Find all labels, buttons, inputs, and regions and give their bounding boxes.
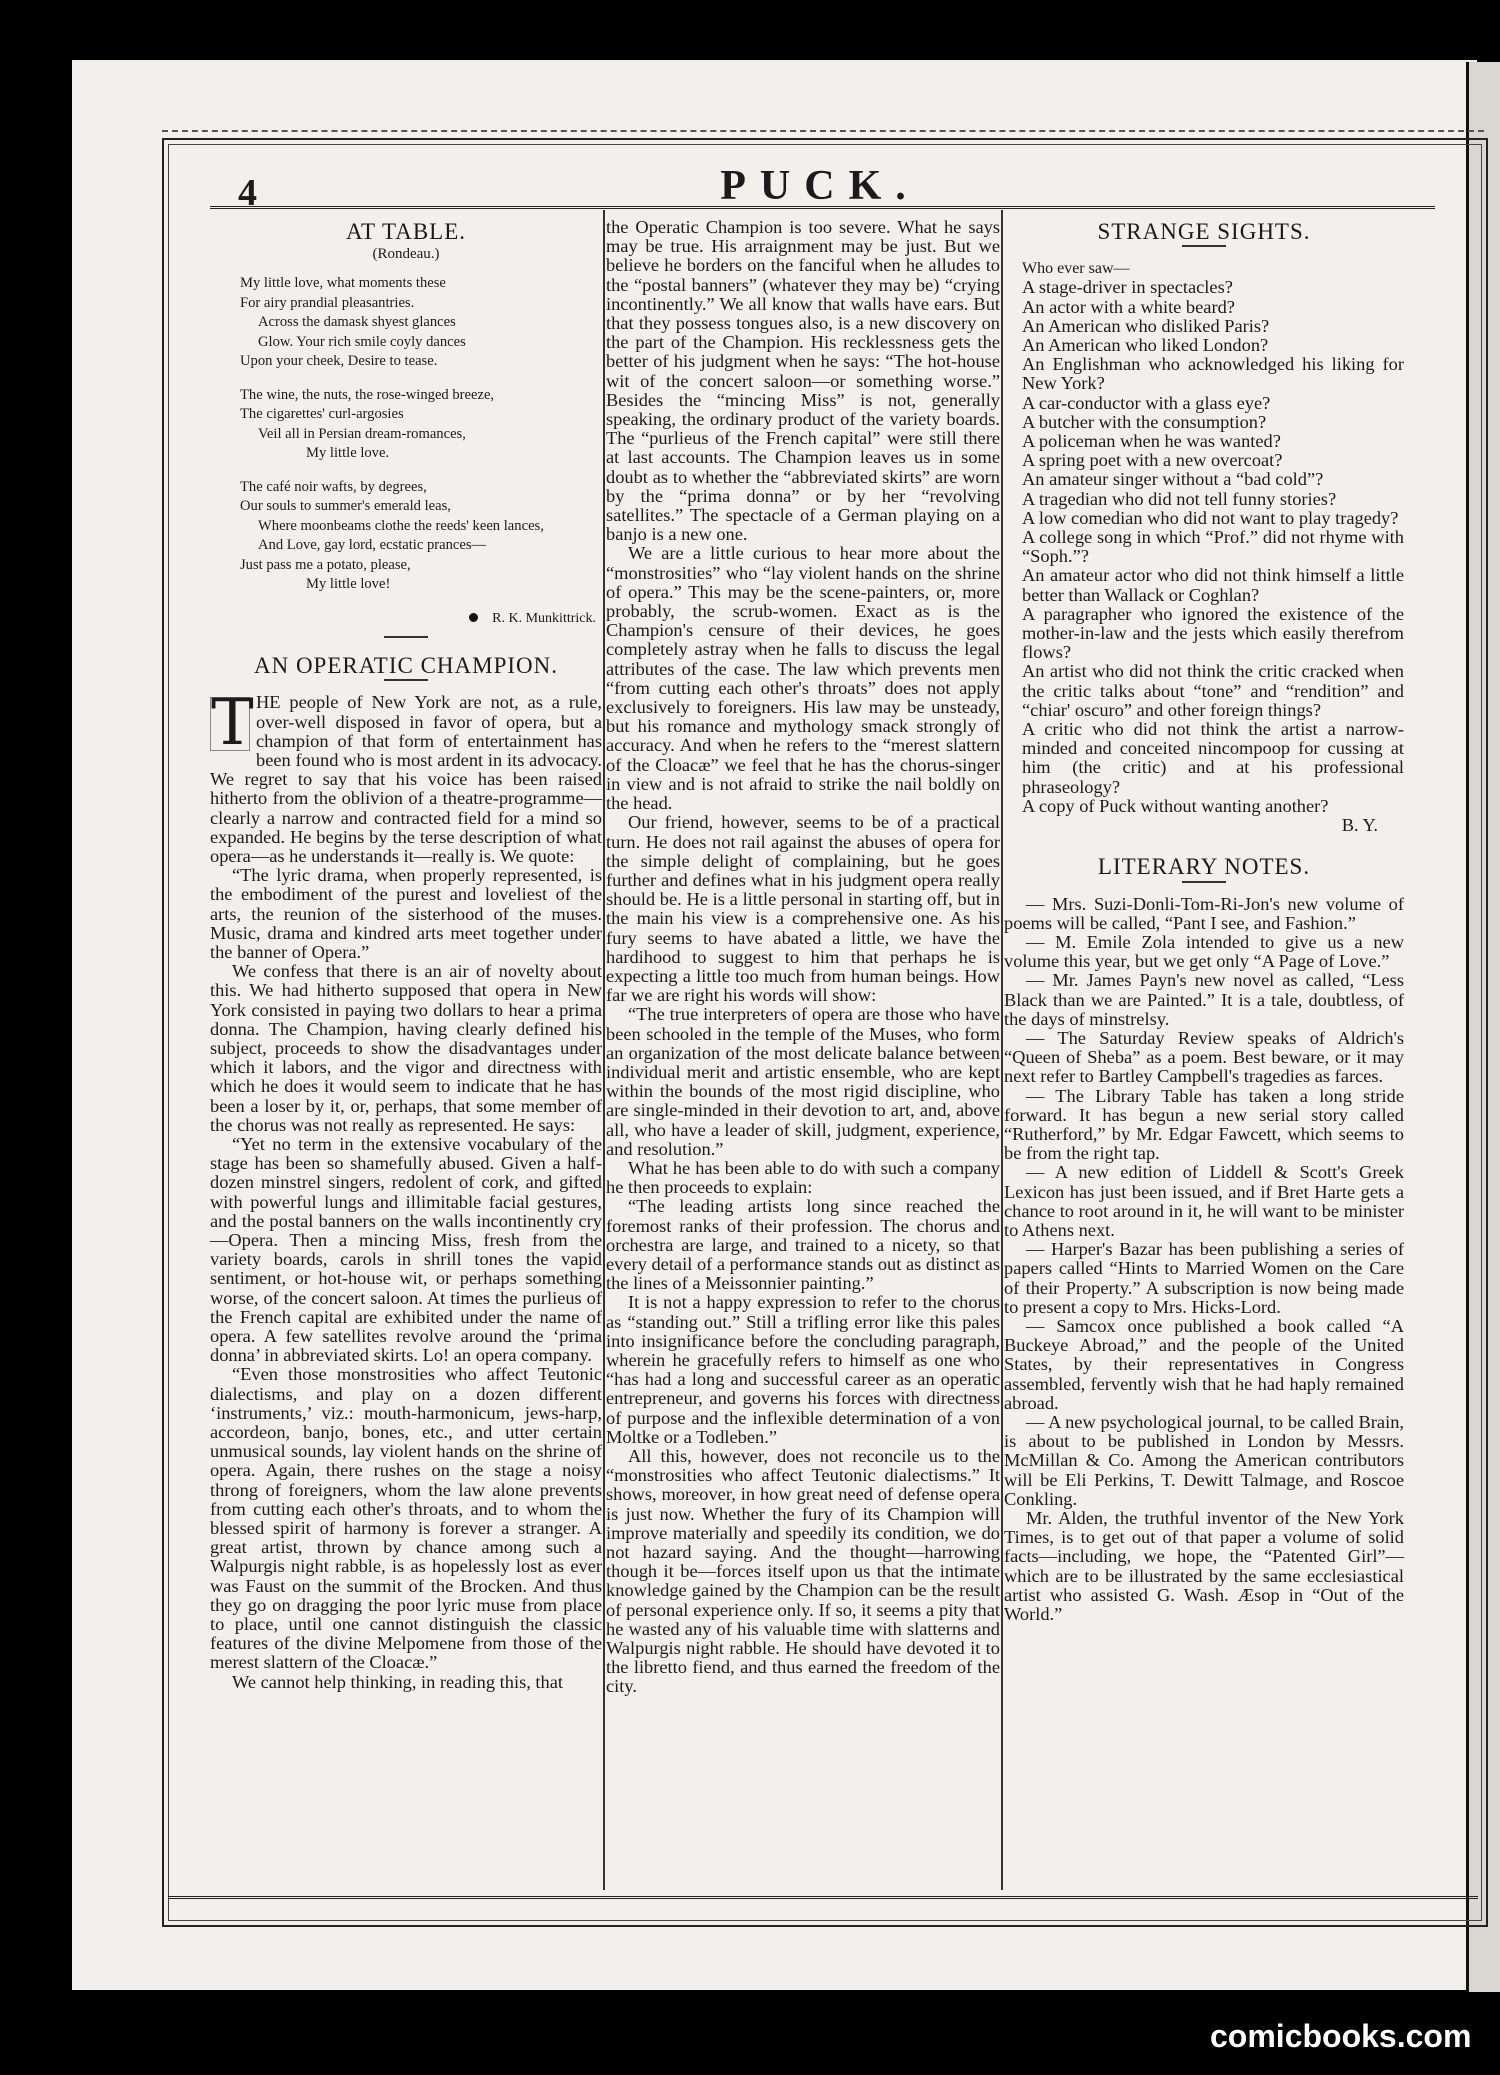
note-paragraph: — A new psychological journal, to be called Brain, is about to be published in London by Messrs. McMillan & Co. Among the American contributors will be Eli Perkins, T. Dewitt Talmage, and Roscoe Conkling. bbox=[1004, 1411, 1404, 1509]
article-title: AN OPERATIC CHAMPION. bbox=[253, 653, 559, 679]
poem-line: Our souls to summer's emerald leas, bbox=[240, 498, 451, 515]
poem-subtitle: (Rondeau.) bbox=[372, 246, 440, 263]
note-paragraph: Mr. Alden, the truthful inventor of the New York Times, is to get out of that paper a volume of solid facts—including, we hope, the “Patented Girl”—which are to be illustrated by the same ecclesiastical artist who assisted G. Wash. Æsop in “Out of the World.” bbox=[1004, 1508, 1404, 1625]
article-paragraph: All this, however, does not reconcile us to the “monstrosities who affect Teutonic dialectisms.” It shows, moreover, in how great need of defense opera is just now. Whether the fury of its Champion will improve materially and speedily its condition, we do not hazard saying. And the thought—harrowing though it be—forces itself upon us that the intimate knowledge gained by the Champion can be the result of personal experience only. If so, it seems a pity that he wasted any of his valuable time with slatterns and Walpurgis night rabble. He should have devoted it to the libretto fiend, and thus earned the freedom of the city. bbox=[606, 1446, 1000, 1697]
article-paragraph: the Operatic Champion is too severe. What he says may be true. His arraignment may be just. But we believe he borders on the fanciful when he alludes to the “postal banners” (whatever they may be) “crying incontinently.” We all know that walls have ears. But that they possess tongues also, is a new discovery on the part of the Champion. His recklessness gets the better of his judgment when he says: “The hot-house wit of the concert saloon—or something worse.” Besides the “mincing Miss” is not, generally speaking, the ordinary product of the variety boards. The “purlieus of the French capital” were still there at last accounts. The Champion leaves us in some doubt as to whether the “abbreviated skirts” are worn by the “prima donna” or by her “revolving satellites.” The spectacle of a German playing on a banjo is a new one. bbox=[606, 217, 1000, 545]
list-item: An actor with a white beard? bbox=[1022, 296, 1235, 317]
article-paragraph: Our friend, however, seems to be of a practical turn. He does not rail against the abuses of opera for the simple delight of complaining, but he goes further and defines what in his judgment opera really should be. He is a little personal in starting off, but in the main his view is a comprehensive one. As his fury seems to have abated a little, we have the hardihood to suggest to him that perhaps he is expecting a little too much from human beings. How far we are right his words will show: bbox=[606, 812, 1000, 1006]
list-item: A low comedian who did not want to play tragedy? bbox=[1022, 507, 1399, 528]
poem-line: My little love! bbox=[306, 576, 391, 593]
column-3 bbox=[1004, 218, 1404, 1624]
top-border-line bbox=[162, 130, 1484, 132]
title-rule bbox=[1182, 245, 1226, 247]
note-paragraph: — A new edition of Liddell & Scott's Greek Lexicon has just been issued, and if Bret Harte gets a chance to root around in it, he will want to be minister to Athens next. bbox=[1004, 1162, 1404, 1240]
bullet-icon bbox=[469, 613, 478, 622]
list-item: A college song in which “Prof.” did not rhyme with “Soph.”? bbox=[1022, 527, 1404, 567]
note-paragraph: — The Saturday Review speaks of Aldrich's “Queen of Sheba” as a poem. Best beware, or it may next refer to Bartley Campbell's tragedies as farces. bbox=[1004, 1027, 1404, 1087]
note-paragraph: — The Library Table has taken a long stride forward. It has begun a new serial story called “Rutherford,” by Mr. Edgar Fawcett, which seems to be from the right tap. bbox=[1004, 1085, 1404, 1164]
article-paragraph: What he has been able to do with such a company he then proceeds to explain: bbox=[606, 1157, 1000, 1198]
section-title: LITERARY NOTES. bbox=[1097, 854, 1311, 880]
article-paragraph: We are a little curious to hear more about the “monstrosities” who “lay violent hands on the shrine of opera.” This may be the scene-painters, or, more probably, the scrub-women. Exact as is the Champion's censure of their devices, he goes completely astray when he falls to discuss the legal attributes of the case. The law which prevents men “from cutting each other's throats” does not apply exclusively to foreigners. His law may be unsteady, but his romance and mythology smack strongly of accuracy. And when he refers to the “merest slattern of the Cloacæ” we feel that he has the chorus-singer in view and is not afraid to strike the nail boldly on the head. bbox=[606, 543, 1000, 814]
column-divider bbox=[603, 210, 605, 1890]
section-signature: B. Y. bbox=[1341, 815, 1378, 836]
section-rule bbox=[384, 636, 428, 638]
poem-body bbox=[240, 274, 602, 595]
poem-line: The café noir wafts, by degrees, bbox=[240, 478, 427, 495]
list-item: A copy of Puck without wanting another? bbox=[1022, 795, 1329, 816]
poem-line: Upon your cheek, Desire to tease. bbox=[240, 353, 438, 370]
list-lead: Who ever saw— bbox=[1022, 260, 1130, 278]
list-item: A stage-driver in spectacles? bbox=[1022, 277, 1233, 298]
list-item: A critic who did not think the artist a narrow-minded and conceited nincompoop for cussing at him (the critic) and at his professional phraseology? bbox=[1022, 719, 1404, 797]
article-paragraph: “The true interpreters of opera are those who have been schooled in the temple of the Muses, who form an organization of the most delicate balance between individual merit and artistic ensemble, who are kept within the bounds of the most rigid discipline, who are single-minded in their devotion to art, and, above all, who have a leader of skill, judgment, experience, and resolution.” bbox=[606, 1004, 1000, 1159]
note-paragraph: — M. Emile Zola intended to give us a new volume this year, but we get only “A Page of Love.” bbox=[1004, 931, 1404, 972]
article-paragraph: “Even those monstrosities who affect Teutonic dialectisms, and play on a dozen different ‘instruments,’ viz.: mouth-harmonicum, jews-harp, accordeon, banjo, bones, etc., and utter certain unmusical sounds, lay violent hands on the shrine of opera. Again, there rushes on the stage a noisy throng of foreigners, whom the law alone prevents from cutting each other's throats, and to whom the blessed spirit of harmony is forever a stranger. A great artist, thrown by chance among such a Walpurgis night rabble, is as hopelessly lost as ever was Faust on the summit of the Brocken. And thus they go on dragging the poor lyric muse from place to place, until one cannot distinguish the classic features of the divine Melpomene from those of the merest slattern of the Cloacæ.” bbox=[210, 1364, 602, 1673]
list-item: A butcher with the consumption? bbox=[1022, 411, 1267, 432]
list-item: An Englishman who acknowledged his liking for New York? bbox=[1022, 354, 1404, 394]
article-paragraph: We cannot help thinking, in reading this, that bbox=[232, 1671, 564, 1692]
title-rule bbox=[1182, 881, 1226, 883]
note-paragraph: — Samcox once published a book called “A Buckeye Abroad,” and the people of the United States, by their representatives in Congress assembled, fervently wish that he had haply remained abroad. bbox=[1004, 1315, 1404, 1413]
poem-line: And Love, gay lord, ecstatic prances— bbox=[258, 537, 487, 554]
list-item: A car-conductor with a glass eye? bbox=[1022, 392, 1271, 413]
list-item: A tragedian who did not tell funny stories? bbox=[1022, 488, 1337, 509]
list-item: An artist who did not think the critic cracked when the critic talks about “tone” and “rendition” and “chiar' oscuro” and other foreign things? bbox=[1022, 661, 1404, 720]
poem-line: Glow. Your rich smile coyly dances bbox=[258, 333, 466, 350]
bottom-rule bbox=[168, 1896, 1478, 1899]
title-rule bbox=[384, 679, 428, 681]
poem-line: The cigarettes' curl-argosies bbox=[240, 406, 404, 423]
section-title: STRANGE SIGHTS. bbox=[1097, 219, 1311, 244]
masthead-title: PUCK. bbox=[720, 163, 920, 209]
poem-line: Across the damask shyest glances bbox=[258, 314, 456, 331]
article-paragraph: “The lyric drama, when properly represented, is the embodiment of the purest and loveliest of the arts, the reunion of the sisterhood of the muses. Music, drama and kindred arts meet together under the banner of Opera.” bbox=[210, 865, 602, 962]
column-1 bbox=[210, 218, 602, 1692]
article-paragraph: We confess that there is an air of novelty about this. We had hitherto supposed that opera in New York consisted in paying two dollars to hear a prima donna. The Champion, having clearly defined his subject, proceeds to show the disadvantages under which it labors, and the vigor and directness with which he does it would seem to indicate that he has been a loser by it, or, perhaps, that some member of the chorus was not really as represented. He says: bbox=[210, 961, 602, 1135]
list-item: An amateur actor who did not think himself a little better than Wallack or Coghlan? bbox=[1022, 565, 1404, 605]
drop-cap: T bbox=[211, 686, 254, 761]
poem-title: AT TABLE. bbox=[345, 219, 467, 244]
article-paragraph: It is not a happy expression to refer to the chorus as “standing out.” Still a trifling error like this pales into insignificance before the concluding paragraph, wherein he gracefully refers to himself as one who “has had a long and successful career as an operatic entrepreneur, and governs his forces with directness of purpose and the inflexible determination of a von Moltke or a Todleben.” bbox=[606, 1292, 1000, 1447]
list-item: A spring poet with a new overcoat? bbox=[1022, 450, 1283, 471]
poem-line: Veil all in Persian dream-romances, bbox=[258, 425, 466, 442]
note-paragraph: — Mr. James Payn's new novel as called, “Less Black than we are Painted.” It is a tale, doubtless, of the days of minstrelsy. bbox=[1004, 970, 1404, 1029]
list-item: An amateur singer without a “bad cold”? bbox=[1022, 469, 1324, 490]
poem-line: The wine, the nuts, the rose-winged breeze, bbox=[240, 386, 495, 403]
column-divider bbox=[1001, 210, 1003, 1890]
strange-sights-list bbox=[1004, 259, 1404, 816]
list-item: An American who disliked Paris? bbox=[1022, 315, 1270, 336]
list-item: An American who liked London? bbox=[1022, 335, 1269, 356]
page-number: 4 bbox=[238, 172, 257, 214]
literary-notes bbox=[1004, 895, 1404, 1625]
article-paragraph: HE people of New York are not, as a rule, over-well disposed in favor of opera, but a champion of that form of entertainment has been found who is most ardent in its advocacy. We regret to say that his voice has been raised hitherto from the oblivion of a theatre-programme—clearly a narrow and contracted field for a mind so expanded. He begins by the terse description of what opera—as he understands it—really is. We quote: bbox=[210, 692, 602, 866]
article-paragraph: “Yet no term in the extensive vocabulary of the stage has been so shamefully abused. Given a half-dozen minstrel singers, redolent of cork, and gifted with powerful lungs and illimitable facial gestures, and the postal banners on the walls incontinently cry—Opera. Then a mincing Miss, fresh from the variety boards, carols in shrill tones the vapid sentiment, or hot-house wit, or perhaps something worse, of the concert saloon. At times the purlieus of the French capital are exhibited under the name of opera. A few satellites revolve around the ‘prima donna’ in abbreviated skirts. Lo! an opera company. bbox=[210, 1133, 602, 1366]
note-paragraph: — Mrs. Suzi-Donli-Tom-Ri-Jon's new volume of poems will be called, “Pant I see, and Fashion.” bbox=[1004, 893, 1404, 933]
list-item: A paragrapher who ignored the existence of the mother-in-law and the jests which easily therefrom flows? bbox=[1022, 603, 1404, 663]
poem-line: My little love, what moments these bbox=[240, 275, 446, 292]
header-rule bbox=[210, 206, 1435, 209]
column-2 bbox=[606, 218, 1000, 1697]
article-paragraph: “The leading artists long since reached the foremost ranks of their profession. The chorus and orchestra are large, and trained to a nicety, so that every detail of a performance stands out as distinct as the lines of a Meissonnier painting.” bbox=[606, 1196, 1000, 1294]
poem-line: Just pass me a potato, please, bbox=[240, 556, 411, 573]
poem-signature: R. K. Munkittrick. bbox=[210, 609, 596, 628]
poem-line: My little love. bbox=[306, 445, 390, 462]
poem-line: For airy prandial pleasantries. bbox=[240, 294, 415, 311]
poem-line: Where moonbeams clothe the reeds' keen lances, bbox=[258, 517, 544, 534]
list-item: A policeman when he was wanted? bbox=[1022, 431, 1281, 452]
note-paragraph: — Harper's Bazar has been publishing a series of papers called “Hints to Married Women on the Care of their Property.” A subscription is now being made to present a copy to Mrs. Hicks-Lord. bbox=[1004, 1239, 1404, 1317]
watermark-text: comicbooks.com bbox=[1210, 2018, 1472, 2054]
